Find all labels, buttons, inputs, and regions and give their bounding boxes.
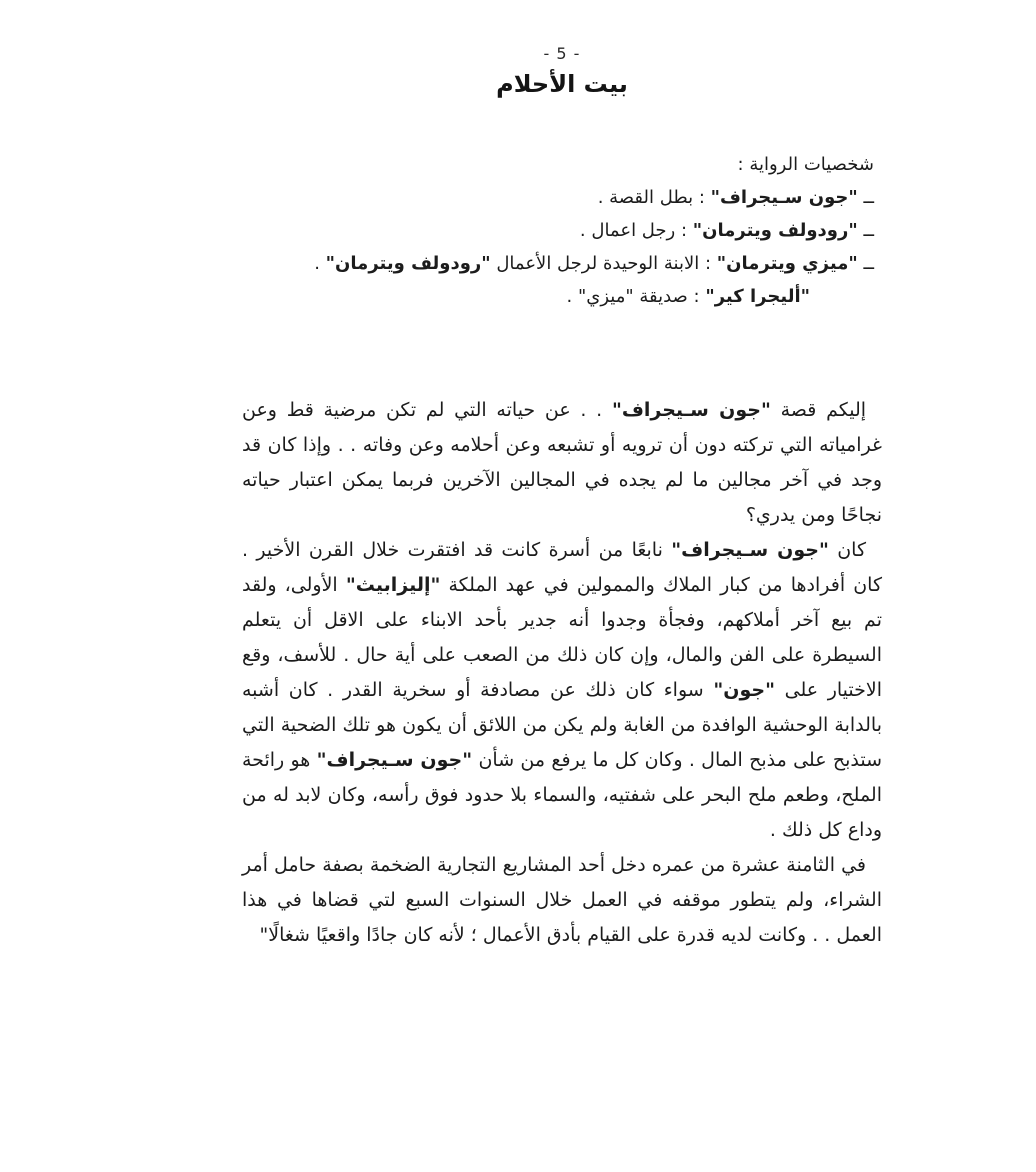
body-text	[242, 393, 882, 953]
character-name-bold: "جون"	[713, 679, 775, 701]
text-run: نابعًا من أسرة كانت قد افتقرت خلال القرن الأخير . كان أفرادها من كبار الملاك والممولين في عهد الملكة	[242, 539, 882, 596]
character-name-bold: "رودولف ويترمان"	[325, 253, 491, 274]
character-name-bold: "جون سـيجراف"	[710, 187, 858, 208]
character-item	[214, 214, 874, 247]
text-run: .	[314, 253, 326, 274]
body-paragraph	[242, 533, 882, 848]
text-run: : رجل اعمال .	[579, 220, 693, 241]
text-run: كان	[828, 539, 867, 561]
page-title: بيت الأحلام	[496, 70, 628, 98]
text-run: ــ	[857, 187, 874, 208]
text-run: : صديقة "ميزي" .	[566, 286, 706, 307]
character-name-bold: "أليجرا كير"	[705, 286, 810, 307]
character-name-bold: "رودولف ويترمان"	[692, 220, 858, 241]
character-name-bold: "جون سـيجراف"	[611, 399, 771, 421]
character-item	[214, 181, 874, 214]
character-list	[214, 148, 874, 313]
text-run: . . عن حياته التي لم تكن مرضية قط وعن غرامياته التي تركته دون أن ترويه أو تشبعه وعن أحلامه وعن وفاته . . وإذا كان قد وجد في آخر مجالين ما لم يجده في المجالين الآخرين فربما يمكن اعتبار حياته نجاحًا ومن يدري؟	[242, 399, 882, 526]
character-list-heading: شخصيات الرواية :	[737, 154, 874, 175]
character-name-bold: "جون سـيجراف"	[316, 749, 473, 771]
text-run: : بطل القصة .	[597, 187, 711, 208]
text-run: الأولى، ولقد تم بيع آخر أملاكهم، وفجأة وجدوا أنه جدير بأحد الابناء على الاقل أن يتعلم السيطرة على الفن والمال، وإن كان ذلك من الصعب على أية حال . للأسف، وقع الاختيار على	[242, 574, 882, 701]
body-paragraph	[242, 393, 882, 533]
character-name-bold: "جون سـيجراف"	[671, 539, 829, 561]
text-run: هو رائحة الملح، وطعم ملح البحر على شفتيه، والسماء بلا حدود فوق رأسه، وكان لابد له من وداع كل ذلك .	[242, 749, 882, 841]
text-run: في الثامنة عشرة من عمره دخل أحد المشاريع التجارية الضخمة بصفة حامل أمر الشراء، ولم يتطور موقفه في العمل خلال السنوات السبع لتي قضاها في هذا العمل . . وكانت لديه قدرة على القيام بأدق الأعمال ؛ لأنه كان جادًا واقعيًا شغالًا"	[242, 854, 882, 946]
text-run: ــ	[857, 253, 874, 274]
text-run: سواء كان ذلك عن مصادفة أو سخرية القدر . كان أشبه بالدابة الوحشية الوافدة من الغابة ولم يكن من اللائق أن يكون هو تلك الضحية التي ستذبح على مذبح المال . وكان كل ما يرفع من شأن	[242, 679, 883, 771]
character-item	[214, 280, 874, 313]
body-paragraph	[242, 848, 882, 953]
text-run: إليكم قصة	[770, 399, 867, 421]
page-number: - 5 -	[543, 44, 581, 63]
character-name-bold: "إليزابيث"	[345, 574, 441, 596]
text-run: ــ	[857, 220, 874, 241]
character-name-bold: "ميزي ويترمان"	[716, 253, 858, 274]
character-item	[214, 247, 874, 280]
text-run: : الابنة الوحيدة لرجل الأعمال	[490, 253, 717, 274]
